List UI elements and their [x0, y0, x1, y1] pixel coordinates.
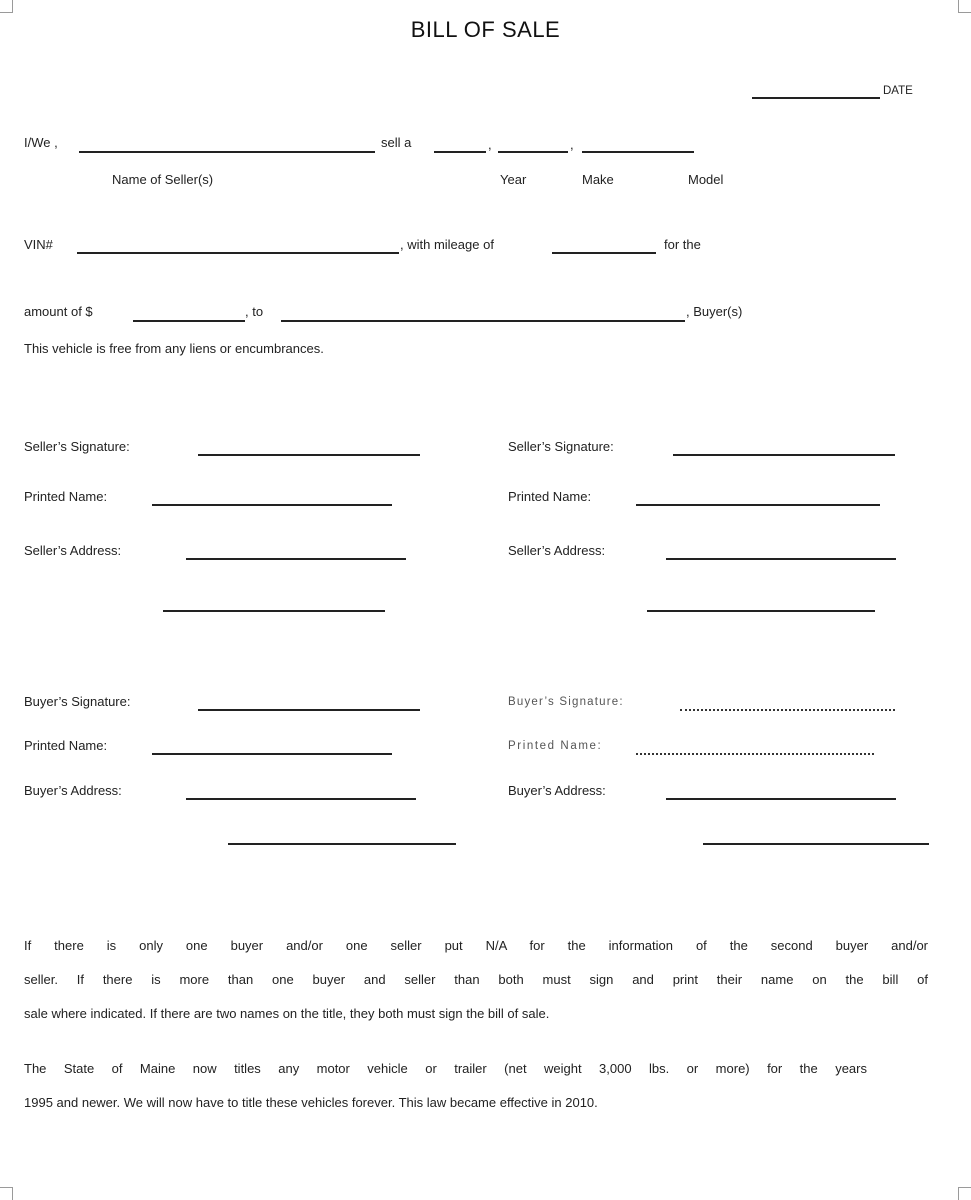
buyers-label: , Buyer(s): [686, 304, 743, 319]
buyer-printed-name-label: Printed Name:: [24, 738, 108, 753]
seller-printed-name-blank[interactable]: [152, 504, 392, 506]
seller-address-blank-line-2[interactable]: [163, 610, 385, 612]
caption-model: Model: [688, 172, 724, 187]
buyer-name-blank[interactable]: [281, 320, 685, 322]
seller-signature-blank[interactable]: [198, 454, 420, 456]
model-blank[interactable]: [582, 151, 694, 153]
for-the-label: for the: [664, 237, 701, 252]
mileage-label: , with mileage of: [400, 237, 494, 252]
seller-2-address-blank-line-2[interactable]: [647, 610, 875, 612]
buyer-address-blank-line-2[interactable]: [228, 843, 456, 845]
buyer-signature-label: Buyer’s Signature:: [24, 694, 131, 709]
buyer-2-address-label: Buyer’s Address:: [508, 783, 606, 798]
buyer-2-printed-name-blank[interactable]: [636, 753, 874, 755]
amount-blank[interactable]: [133, 320, 245, 322]
seller-2-signature-blank[interactable]: [673, 454, 895, 456]
document-title: BILL OF SALE: [410, 17, 561, 42]
seller-2-address-blank[interactable]: [666, 558, 896, 560]
caption-seller-name: Name of Seller(s): [112, 172, 214, 187]
year-blank[interactable]: [434, 151, 486, 153]
seller-2-signature-label: Seller’s Signature:: [508, 439, 614, 454]
buyer-2-signature-blank[interactable]: [680, 709, 895, 711]
caption-make: Make: [582, 172, 614, 187]
seller-address-blank[interactable]: [186, 558, 406, 560]
note-instructions-line: sale where indicated. If there are two names on the title, they both must sign the bill of sale.: [24, 1006, 550, 1021]
seller-2-address-label: Seller’s Address:: [508, 543, 606, 558]
buyer-2-address-blank-line-2[interactable]: [703, 843, 929, 845]
sell-a-label: sell a: [381, 135, 412, 150]
comma-separator: ,: [570, 137, 574, 152]
note-maine-line: The State of Maine now titles any motor vehicle or trailer (net weight 3,000 lbs. or more) for the years: [24, 1061, 867, 1076]
buyer-signature-blank[interactable]: [198, 709, 420, 711]
page-corner-mark: [0, 0, 13, 13]
caption-year: Year: [500, 172, 527, 187]
buyer-2-signature-label: Buyer’s Signature:: [508, 696, 624, 708]
date-blank[interactable]: [752, 97, 880, 99]
date-label: DATE: [883, 85, 913, 97]
amount-label: amount of $: [24, 304, 93, 319]
buyer-address-label: Buyer’s Address:: [24, 783, 122, 798]
comma-separator: ,: [488, 137, 492, 152]
buyer-2-printed-name-label: Printed Name:: [508, 740, 603, 752]
note-maine-line: 1995 and newer. We will now have to title these vehicles forever. This law became effective in 2010.: [24, 1095, 598, 1110]
seller-2-printed-name-blank[interactable]: [636, 504, 880, 506]
note-instructions-line: If there is only one buyer and/or one seller put N/A for the information of the second buyer and/or: [24, 938, 928, 953]
vin-blank[interactable]: [77, 252, 399, 254]
seller-2-printed-name-label: Printed Name:: [508, 489, 592, 504]
note-instructions: [24, 929, 928, 1031]
make-blank[interactable]: [498, 151, 568, 153]
page-corner-mark: [958, 1187, 971, 1200]
note-maine-title-law: [24, 1052, 867, 1120]
vin-label: VIN#: [24, 237, 53, 252]
seller-name-blank[interactable]: [79, 151, 375, 153]
i-we-label: I/We ,: [24, 135, 58, 150]
note-instructions-line: seller. If there is more than one buyer and seller than both must sign and print their name on the bill of: [24, 972, 928, 987]
seller-printed-name-label: Printed Name:: [24, 489, 108, 504]
seller-signature-label: Seller’s Signature:: [24, 439, 130, 454]
page-corner-mark: [0, 1187, 13, 1200]
page-corner-mark: [958, 0, 971, 13]
buyer-printed-name-blank[interactable]: [152, 753, 392, 755]
to-label: , to: [245, 304, 264, 319]
mileage-blank[interactable]: [552, 252, 656, 254]
liens-statement: This vehicle is free from any liens or encumbrances.: [24, 341, 324, 356]
buyer-address-blank[interactable]: [186, 798, 416, 800]
buyer-2-address-blank[interactable]: [666, 798, 896, 800]
seller-address-label: Seller’s Address:: [24, 543, 122, 558]
